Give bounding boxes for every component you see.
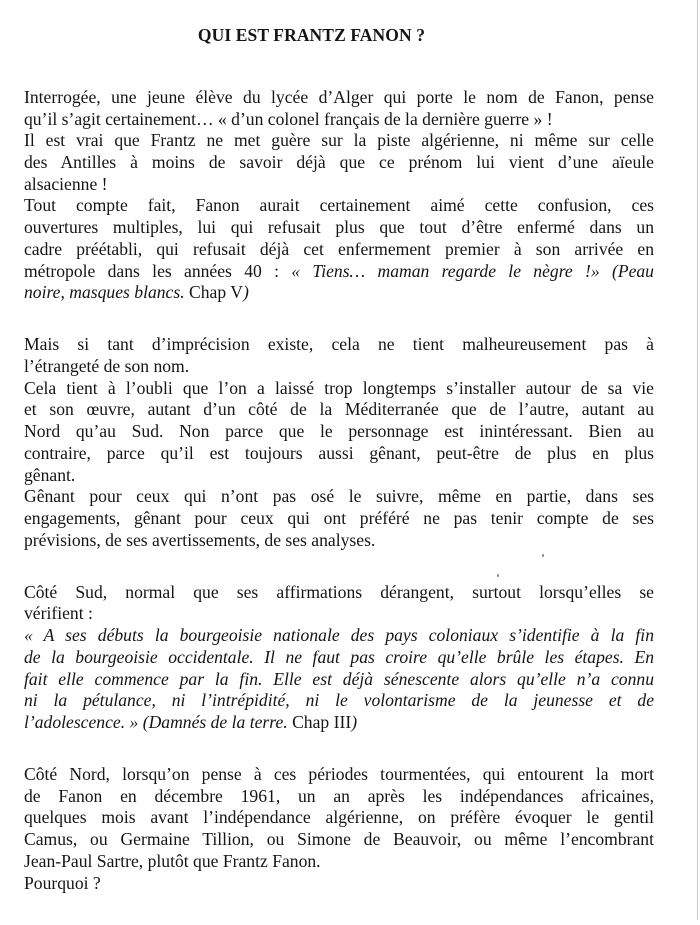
- page-title: QUI EST FRANTZ FANON ?: [197, 24, 426, 45]
- paragraph: [24, 764, 654, 894]
- italic-text: « A ses débuts la bourgeoisie nationale des pays coloniaux s’identifie à la fin: [24, 625, 654, 646]
- text-line: [24, 508, 654, 530]
- text: gênant.: [24, 464, 76, 485]
- text: Gênant pour ceux qui n’ont pas osé le suivre, même en partie, dans ses: [24, 486, 654, 507]
- text-line: [24, 807, 654, 829]
- page-edge-line: [697, 0, 698, 920]
- italic-text: « Tiens… maman regarde le nègre !» (Peau: [291, 260, 654, 281]
- text: cadre préétabli, qui refusait déjà cet enfermement premier à son arrivée en: [24, 238, 654, 259]
- text: Côté Sud, normal que ses affirmations dérangent, surtout lorsqu’elles se: [24, 581, 654, 602]
- text: alsacienne !: [24, 173, 108, 194]
- text: Interrogée, une jeune élève du lycée d’Alger qui porte le nom de Fanon, pense: [24, 87, 654, 107]
- text-line: [24, 87, 654, 109]
- italic-text: fait elle commence par la fin. Elle est déjà sénescente alors qu’elle n’a connu: [24, 668, 654, 689]
- text-line: [24, 829, 654, 851]
- text-line: [24, 334, 654, 356]
- italic-text: ): [242, 282, 249, 303]
- text-line: [24, 421, 654, 443]
- text-line: [24, 443, 654, 465]
- text-line: [24, 399, 654, 421]
- text: de Fanon en décembre 1961, un an après les indépendances africaines,: [24, 785, 654, 806]
- italic-text: noire, masques blancs.: [24, 282, 185, 303]
- text: et son œuvre, autant d’un côté de la Méditerranée que de l’autre, autant au: [24, 399, 654, 420]
- italic-text: ): [351, 711, 358, 732]
- text-line: [24, 603, 654, 625]
- text-line: [24, 486, 654, 508]
- text-line: [24, 669, 654, 691]
- text-line: [24, 625, 654, 647]
- text-line: [24, 465, 654, 487]
- text: Chap III: [287, 711, 352, 732]
- text-line: [24, 130, 654, 152]
- text-line: [24, 174, 654, 196]
- text: Cela tient à l’oubli que l’on a laissé trop longtemps s’installer autour de sa vie: [24, 377, 654, 398]
- text-line: [24, 690, 654, 712]
- text: Pourquoi ?: [24, 872, 101, 893]
- text: quelques mois avant l’indépendance algérienne, on préfère évoquer le gentil: [24, 807, 654, 828]
- text-line: [24, 851, 654, 873]
- text-line: [24, 239, 654, 261]
- text: Tout compte fait, Fanon aurait certainement aimé cette confusion, ces: [24, 195, 654, 216]
- paragraph: [24, 582, 654, 734]
- text: l’étrangeté de son nom.: [24, 356, 190, 377]
- text: contraire, parce qu’il est toujours aussi gênant, peut-être de plus en plus: [24, 442, 654, 463]
- paragraph: [24, 87, 654, 304]
- text-line: [24, 217, 654, 239]
- text-line: [24, 530, 654, 552]
- text-line: [24, 764, 654, 786]
- text-line: [24, 282, 654, 304]
- document-body: [24, 87, 654, 925]
- text: Mais si tant d’imprécision existe, cela ne tient malheureusement pas à: [24, 334, 654, 355]
- text: engagements, gênant pour ceux qui ont préféré ne pas tenir compte de ses: [24, 507, 654, 528]
- text-line: [24, 786, 654, 808]
- text-line: [24, 378, 654, 400]
- text: Chap V: [184, 282, 243, 303]
- text: Camus, ou Germaine Tillion, ou Simone de Beauvoir, ou même l’encombrant: [24, 829, 654, 850]
- text-line: [24, 195, 654, 217]
- italic-text: ni la pétulance, ni l’intrépidité, ni le volontarisme de la jeunesse et de: [24, 690, 654, 711]
- text: Côté Nord, lorsqu’on pense à ces périodes tourmentées, qui entourent la mort: [24, 764, 654, 785]
- text: Nord qu’au Sud. Non parce que le personnage est inintéressant. Bien au: [24, 421, 654, 442]
- text: vérifient :: [24, 603, 93, 624]
- text-line: [24, 873, 654, 895]
- text-line: [24, 356, 654, 378]
- text: prévisions, de ses avertissements, de ses analyses.: [24, 529, 376, 550]
- text: Il est vrai que Frantz ne met guère sur la piste algérienne, ni même sur celle: [24, 130, 654, 151]
- text: Jean-Paul Sartre, plutôt que Frantz Fanon.: [24, 850, 321, 871]
- text-line: [24, 152, 654, 174]
- text-line: [24, 109, 654, 131]
- text-line: [24, 647, 654, 669]
- text: ouvertures multiples, lui qui refusait plus que tout d’être enfermé dans un: [24, 217, 654, 238]
- text-line: [24, 261, 654, 283]
- italic-text: l’adolescence. » (Damnés de la terre.: [24, 711, 288, 732]
- text-line: [24, 712, 654, 734]
- italic-text: de la bourgeoisie occidentale. Il ne faut pas croire qu’elle brûle les étapes. En: [24, 646, 654, 667]
- paragraph: [24, 334, 654, 551]
- text: des Antilles à moins de savoir déjà que ce prénom lui vient d’une aïeule: [24, 152, 654, 173]
- text: métropole dans les années 40 :: [24, 260, 292, 281]
- text-line: [24, 582, 654, 604]
- text: qu’il s’agit certainement… « d’un colonel français de la dernière guerre » !: [24, 108, 553, 129]
